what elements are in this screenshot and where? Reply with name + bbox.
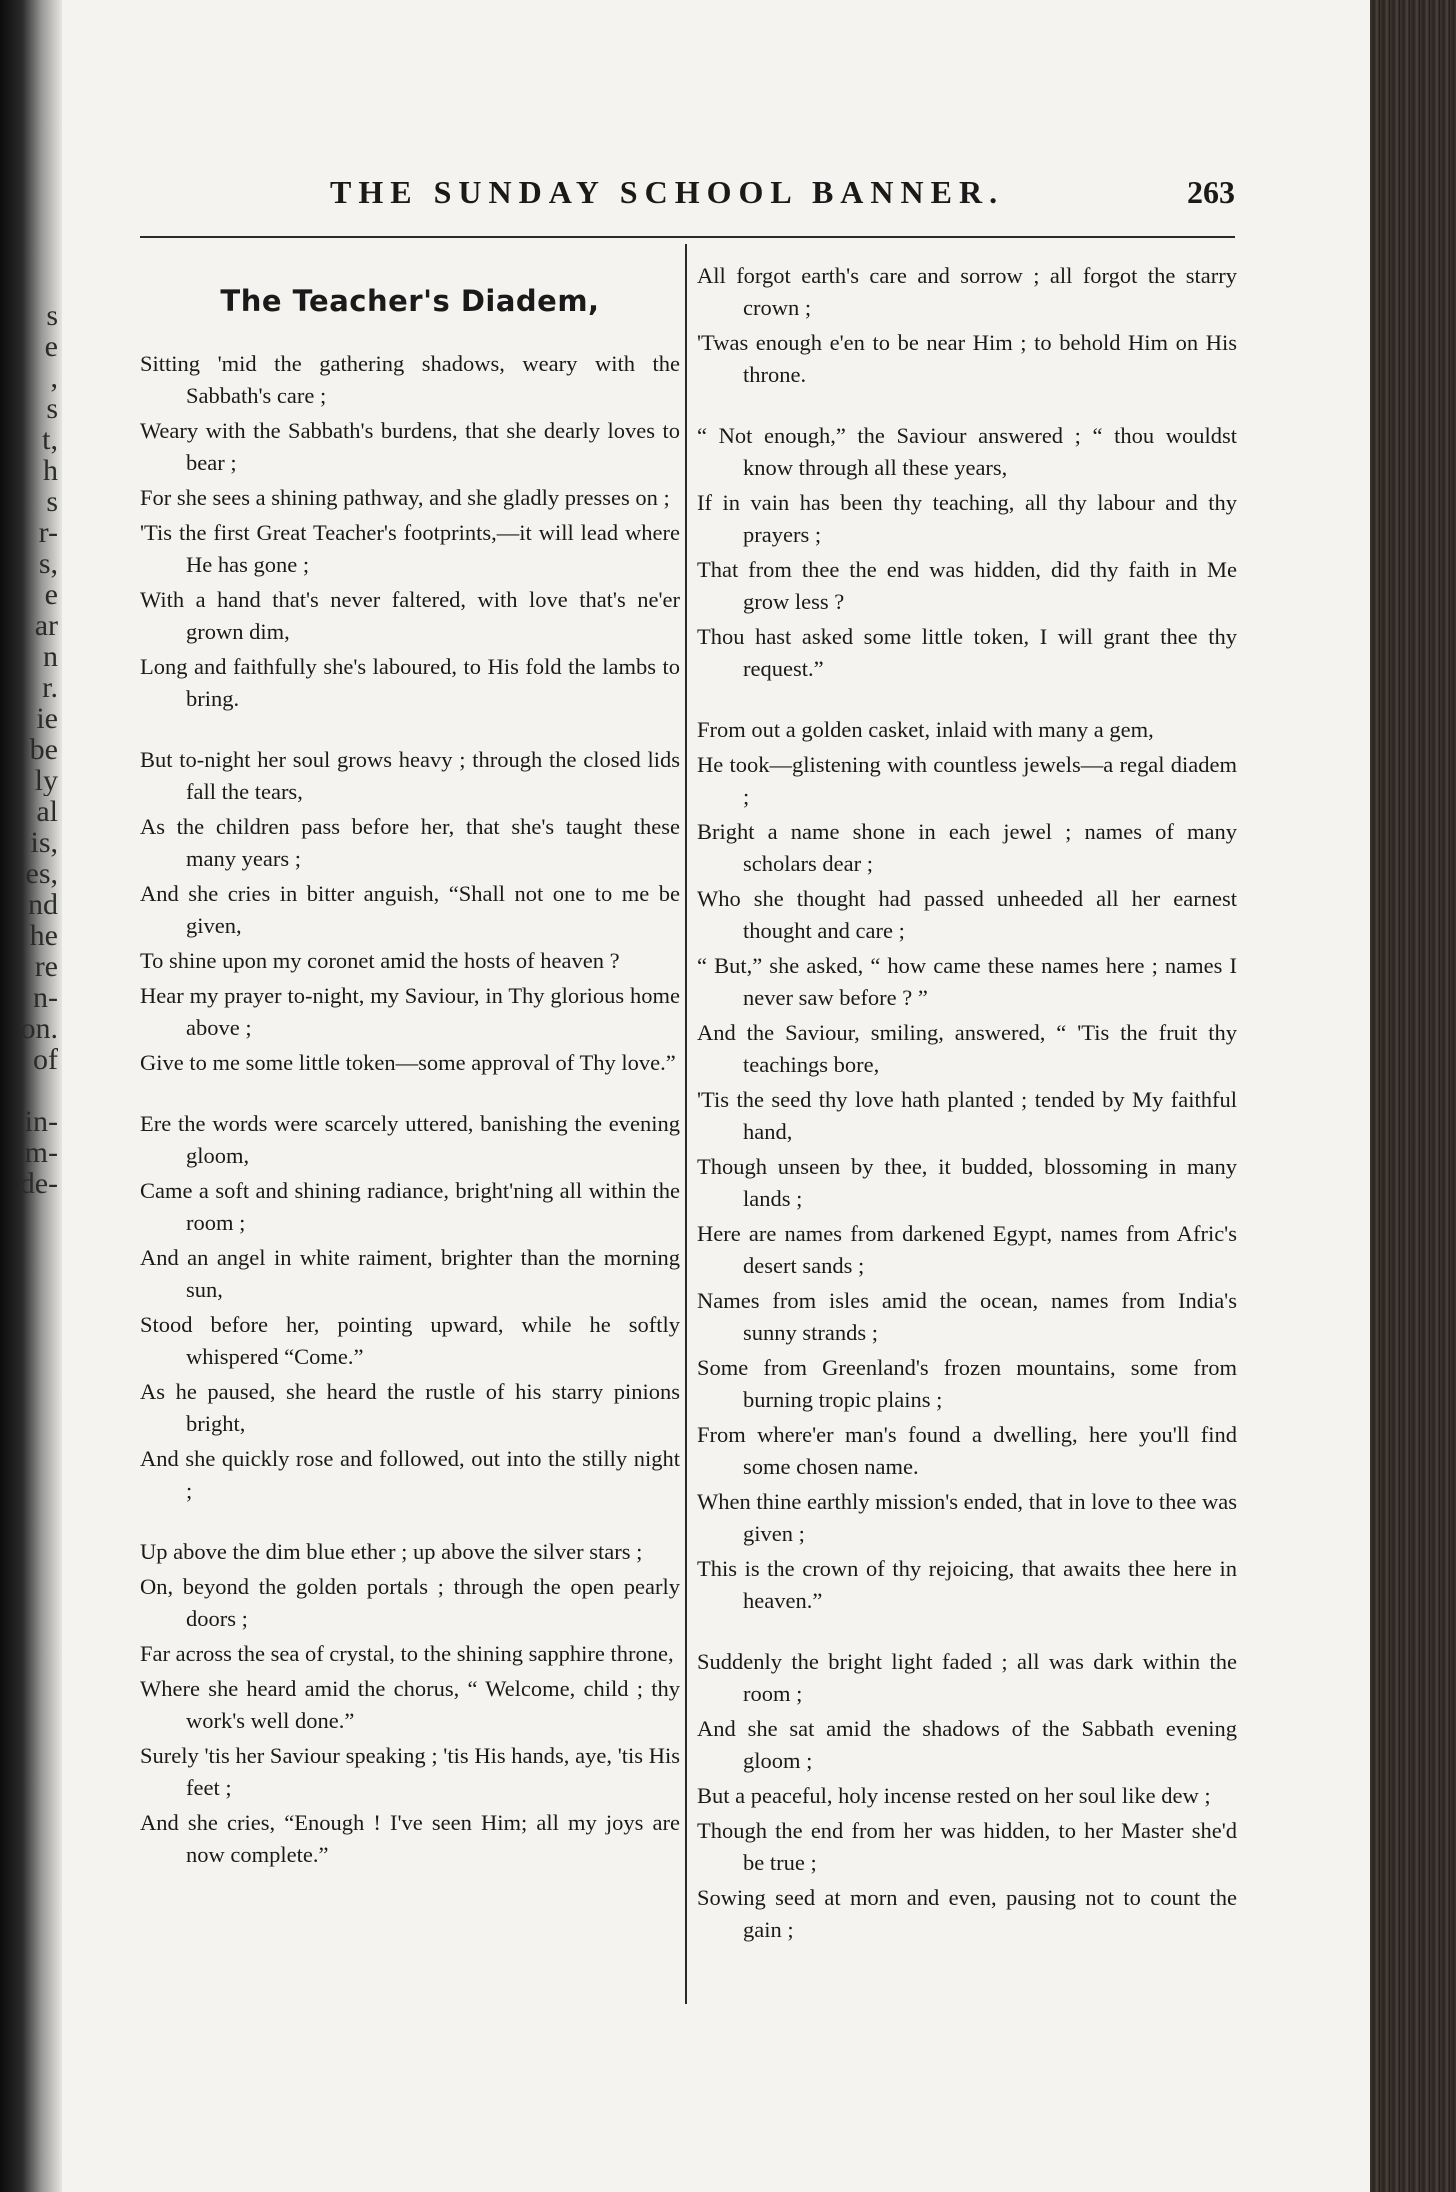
column-divider bbox=[685, 244, 687, 2004]
poem-line: Hear my prayer to-night, my Saviour, in Thy glorious home above ; bbox=[140, 983, 680, 1040]
poem-line: And she cries, “Enough ! I've seen Him; all my joys are now complete.” bbox=[140, 1810, 680, 1867]
poem-line: All forgot earth's care and sorrow ; all forgot the starry crown ; bbox=[697, 263, 1237, 320]
stanza bbox=[140, 744, 680, 1079]
facing-page-fragments bbox=[0, 300, 62, 1800]
margin-fragment: re bbox=[34, 951, 58, 982]
poem-line: And an angel in white raiment, brighter than the morning sun, bbox=[140, 1245, 680, 1302]
margin-fragment: r. bbox=[42, 672, 58, 703]
poem-line: This is the crown of thy rejoicing, that awaits thee here in heaven.” bbox=[697, 1556, 1237, 1613]
poem-line: Here are names from darkened Egypt, names from Afric's desert sands ; bbox=[697, 1221, 1237, 1278]
poem-line: And she cries in bitter anguish, “Shall not one to me be given, bbox=[140, 881, 680, 938]
left-column bbox=[140, 254, 680, 1900]
margin-fragment: ar bbox=[34, 610, 58, 641]
poem-line: Sitting 'mid the gathering shadows, weary with the Sabbath's care ; bbox=[140, 351, 680, 408]
margin-fragment: al bbox=[36, 796, 58, 827]
stanza bbox=[697, 1646, 1237, 1946]
margin-fragment: of bbox=[33, 1044, 58, 1075]
poem-line: Some from Greenland's frozen mountains, some from burning tropic plains ; bbox=[697, 1355, 1237, 1412]
margin-fragment: , bbox=[50, 362, 58, 393]
poem-line: Though the end from her was hidden, to her Master she'd be true ; bbox=[697, 1818, 1237, 1875]
right-column bbox=[697, 254, 1237, 1975]
poem-line: Far across the sea of crystal, to the shining sapphire throne, bbox=[140, 1641, 674, 1666]
stanza bbox=[140, 1536, 680, 1871]
stanza bbox=[697, 420, 1237, 685]
poem-line: Stood before her, pointing upward, while he softly whispered “Come.” bbox=[140, 1312, 680, 1369]
poem-line: 'Twas enough e'en to be near Him ; to behold Him on His throne. bbox=[697, 330, 1237, 387]
stanza bbox=[140, 348, 680, 715]
margin-fragment: de- bbox=[19, 1168, 58, 1199]
margin-fragment: s bbox=[46, 486, 58, 517]
margin-fragment: n bbox=[43, 641, 58, 672]
margin-fragment: es, bbox=[25, 858, 58, 889]
running-header bbox=[140, 174, 1235, 218]
poem-line: Weary with the Sabbath's burdens, that she dearly loves to bear ; bbox=[140, 418, 680, 475]
poem-line: Thou hast asked some little token, I will grant thee thy request.” bbox=[697, 624, 1237, 681]
margin-fragment: nd bbox=[28, 889, 58, 920]
poem-line: When thine earthly mission's ended, that in love to thee was given ; bbox=[697, 1489, 1237, 1546]
poem-line: Ere the words were scarcely uttered, banishing the evening gloom, bbox=[140, 1111, 680, 1168]
margin-fragment: s, bbox=[38, 548, 58, 579]
margin-fragment: ie bbox=[36, 703, 58, 734]
poem-line: Bright a name shone in each jewel ; names of many scholars dear ; bbox=[697, 819, 1237, 876]
poem-line: To shine upon my coronet amid the hosts of heaven ? bbox=[140, 948, 620, 973]
poem-line: On, beyond the golden portals ; through the open pearly doors ; bbox=[140, 1574, 680, 1631]
margin-fragment: e bbox=[44, 579, 58, 610]
margin-fragment: in- bbox=[24, 1106, 58, 1137]
poem-line: But to-night her soul grows heavy ; through the closed lids fall the tears, bbox=[140, 747, 680, 804]
poem-line: If in vain has been thy teaching, all thy labour and thy prayers ; bbox=[697, 490, 1237, 547]
poem-line: With a hand that's never faltered, with love that's ne'er grown dim, bbox=[140, 587, 680, 644]
margin-fragment: e bbox=[44, 331, 58, 362]
margin-fragment: s bbox=[46, 393, 58, 424]
stanza bbox=[697, 714, 1237, 1617]
margin-fragment: he bbox=[29, 920, 58, 951]
stanza bbox=[697, 260, 1237, 391]
poem-line: Came a soft and shining radiance, bright'ning all within the room ; bbox=[140, 1178, 680, 1235]
margin-fragment: m- bbox=[24, 1137, 58, 1168]
poem-line: As the children pass before her, that she's taught these many years ; bbox=[140, 814, 680, 871]
poem-line: Suddenly the bright light faded ; all was dark within the room ; bbox=[697, 1649, 1237, 1706]
poem-title: The Teacher's Diadem, bbox=[220, 284, 600, 318]
poem-line: And she sat amid the shadows of the Sabbath evening gloom ; bbox=[697, 1716, 1237, 1773]
poem-line: 'Tis the first Great Teacher's footprints,—it will lead where He has gone ; bbox=[140, 520, 680, 577]
poem-line: Names from isles amid the ocean, names from India's sunny strands ; bbox=[697, 1288, 1237, 1345]
margin-fragment: be bbox=[29, 734, 58, 765]
margin-fragment: t, bbox=[42, 424, 58, 455]
margin-fragment: h bbox=[43, 455, 58, 486]
poem-line: And she quickly rose and followed, out into the stilly night ; bbox=[140, 1446, 680, 1503]
poem-line: Sowing seed at morn and even, pausing not to count the gain ; bbox=[697, 1885, 1237, 1942]
poem-line: Long and faithfully she's laboured, to His fold the lambs to bring. bbox=[140, 654, 680, 711]
book-edge-right bbox=[1370, 0, 1456, 2192]
poem-line: Who she thought had passed unheeded all her earnest thought and care ; bbox=[697, 886, 1237, 943]
poem-line: For she sees a shining pathway, and she gladly presses on ; bbox=[140, 485, 670, 510]
header-rule bbox=[140, 236, 1235, 238]
poem-line: Where she heard amid the chorus, “ Welcome, child ; thy work's well done.” bbox=[140, 1676, 680, 1733]
stanza bbox=[140, 1108, 680, 1507]
poem-line: That from thee the end was hidden, did thy faith in Me grow less ? bbox=[697, 557, 1237, 614]
poem-line: But a peaceful, holy incense rested on her soul like dew ; bbox=[697, 1783, 1211, 1808]
poem-line: From out a golden casket, inlaid with many a gem, bbox=[697, 717, 1154, 742]
margin-fragment: n- bbox=[33, 982, 58, 1013]
journal-title: THE SUNDAY SCHOOL BANNER. bbox=[330, 174, 1005, 210]
poem-line: From where'er man's found a dwelling, here you'll find some chosen name. bbox=[697, 1422, 1237, 1479]
margin-fragment bbox=[0, 1075, 62, 1106]
margin-fragment: s bbox=[46, 300, 58, 331]
margin-fragment: on. bbox=[20, 1013, 58, 1044]
margin-fragment: is, bbox=[30, 827, 58, 858]
poem-line: Up above the dim blue ether ; up above the silver stars ; bbox=[140, 1539, 643, 1564]
poem-line: Surely 'tis her Saviour speaking ; 'tis His hands, aye, 'tis His feet ; bbox=[140, 1743, 680, 1800]
poem-line: As he paused, she heard the rustle of his starry pinions bright, bbox=[140, 1379, 680, 1436]
margin-fragment: ly bbox=[34, 765, 58, 796]
poem-line: And the Saviour, smiling, answered, “ 'Tis the fruit thy teachings bore, bbox=[697, 1020, 1237, 1077]
poem-line: Though unseen by thee, it budded, blossoming in many lands ; bbox=[697, 1154, 1237, 1211]
poem-line: He took—glistening with countless jewels—a regal diadem ; bbox=[697, 752, 1237, 809]
poem-line: 'Tis the seed thy love hath planted ; tended by My faithful hand, bbox=[697, 1087, 1237, 1144]
margin-fragment: r- bbox=[38, 517, 58, 548]
poem-line: “ Not enough,” the Saviour answered ; “ thou wouldst know through all these years, bbox=[697, 423, 1237, 480]
page-number: 263 bbox=[1187, 174, 1235, 210]
poem-line: “ But,” she asked, “ how came these names here ; names I never saw before ? ” bbox=[697, 953, 1237, 1010]
poem-line: Give to me some little token—some approval of Thy love.” bbox=[140, 1050, 676, 1075]
